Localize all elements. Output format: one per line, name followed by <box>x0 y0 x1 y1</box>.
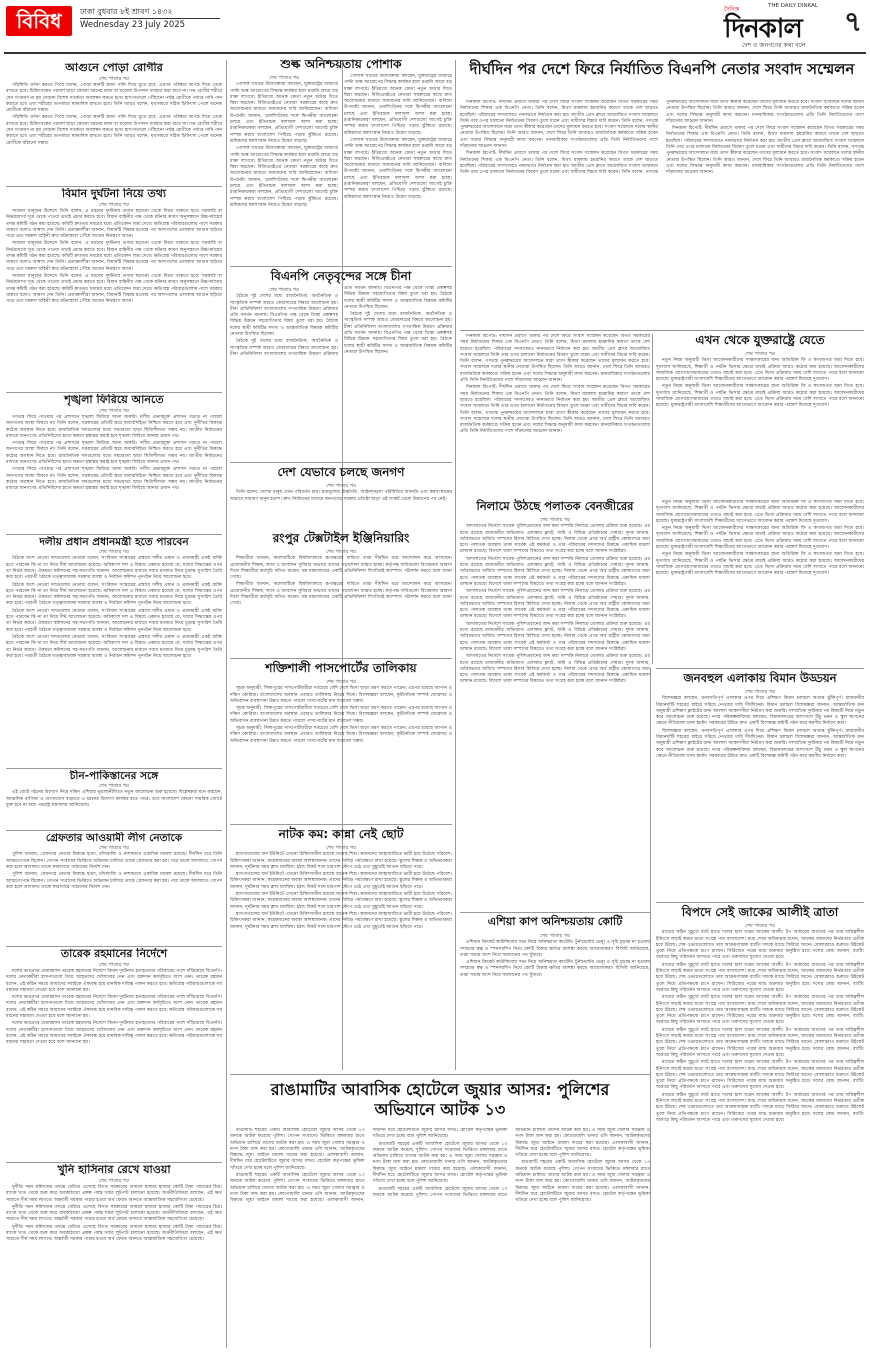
article-body: ম্যাচের কঠিন মুহূর্তে ব্যাট হাতে দলের হাল ধরেন জাকের আলী। টপ অর্ডারের ব্যর্থতার পর তার দায়িত্বশীল ইনিংসে লড়াই করার মতো সংগ্রহ পায় বাংলাদেশ। ম্যাচ শেষে অধিনায়ক বলেন, জাকের আমাদের নির্ভরতার প্রতীক হয়ে উঠছে। শেষ ওভারগুলোতে তার আক্রমণাত্মক ব্যাটিং দলকে ম্যাচে ফিরিয়ে আনে। বোলাররাও শুরুতে উইকেট তুলে নিয়ে প্রতিপক্ষকে চাপে রাখেন। সিরিজের পরের ম্যাচ শুক্রবার অনুষ্ঠিত হবে। দলের কোচ জানান, ব্যাটিং অর্ডারে কিছু পরিবর্তন আসতে পারে এবং তরুণদের সুযোগ দেওয়া হবে। <box>656 930 864 961</box>
article-body: আদালতের নির্দেশে সাবেক পুলিশপ্রধানের জব্দ করা সম্পত্তি নিলামে তোলার প্রক্রিয়া শুরু হয়েছে। এর মধ্যে রয়েছে রাজধানীর অভিজাত এলাকার ফ্ল্যাট, জমি ও বিভিন্ন প্রতিষ্ঠানের শেয়ার। দুদক জানায়, অবৈধভাবে অর্জিত সম্পদের হিসাব মিলিয়ে দেখা হচ্ছে। নিলাম থেকে প্রাপ্ত অর্থ রাষ্ট্রীয় কোষাগারে জমা হবে। পলাতক অবস্থায় থাকা সাবেক এই কর্মকর্তা ও তার পরিবারের সদস্যদের বিরুদ্ধে একাধিক মামলা চলমান রয়েছে। বিদেশে থাকা সম্পদের বিষয়েও তথ্য সংগ্রহ করা হচ্ছে বলে জানান সংশ্লিষ্টরা। <box>460 589 650 620</box>
paper-logo: দিনকাল <box>724 14 802 44</box>
article-hasina-legacy <box>6 1164 222 1348</box>
article-bnp-press-conference-cont <box>460 334 650 496</box>
continued-label: শেষ পাতার পর <box>326 483 356 489</box>
article-separator <box>656 902 864 903</box>
article-title: দলীয় প্রধান প্রধানমন্ত্রী হতে পারবেন <box>39 536 189 548</box>
article-body: বৈঠকে দুই দেশের মধ্যে রাজনৈতিক, অর্থনৈতিক ও সাংস্কৃতিক সম্পর্ক আরও জোরদারের বিষয়ে আলোচনা হয়। চীনা প্রতিনিধিদল বাংলাদেশের গণতান্ত্রিক উত্তরণ প্রক্রিয়ার প্রতি সমর্থন জানায়। বিএনপির পক্ষ থেকে তিস্তা প্রকল্পসহ বিভিন্ন উন্নয়ন সহযোগিতার বিষয় তুলে ধরা হয়। বৈঠকে দলের স্থায়ী কমিটির সদস্য ও আন্তর্জাতিক বিষয়ক কমিটির নেতারা উপস্থিত ছিলেন। <box>344 312 452 355</box>
article-body: নতুন নিয়ম অনুযায়ী ভিসা আবেদনকারীদের সাক্ষাৎকারের জন্য অতিরিক্ত ফি ও কাগজপত্র জমা দিতে হবে। দূতাবাস জানিয়েছে, শিক্ষার্থী ও পর্যটন ভিসার ক্ষেত্রে যাচাই প্রক্রিয়া আরও কঠোর করা হয়েছে। আবেদনকারীদের সামাজিক যোগাযোগমাধ্যমের তথ্যও যাচাই করা হবে। এতে ভিসা প্রক্রিয়ায় সময় বেশি লাগতে পারে বলে জানানো হয়েছে। যুক্তরাষ্ট্রগামী বাংলাদেশি শিক্ষার্থীদের আগেভাগে আবেদন করার পরামর্শ দিয়েছে দূতাবাস। <box>656 358 864 383</box>
article-body: হাসপাতালের বার্ন ইউনিটে এখনো চিকিৎসাধীন রয়েছে অনেক শিশু। স্বজনদের আহাজারিতে ভারী হয়ে উঠেছে পরিবেশ। চিকিৎসকরা জানান, কয়েকজনের অবস্থা আশঙ্কাজনক। তাদের নিবিড় পর্যবেক্ষণে রাখা হয়েছে। স্কুলের শিক্ষক ও অভিভাবকরা জানান, দুর্ঘটনার সময় ক্লাস চলছিল। হঠাৎ বিকট শব্দে চারপাশ কেঁপে ওঠে এবং মুহূর্তেই আগুন ছড়িয়ে পড়ে। <box>230 911 452 930</box>
article-body: রাঙামাটি শহরের একটি আবাসিক হোটেলে জুয়ার আসর থেকে ১৩ জনকে আটক করেছে পুলিশ। গোপন সংবাদের ভিত্তিতে মঙ্গলবার রাতে অভিযান চালিয়ে তাদের আটক করা হয়। এ সময় জুয়া খেলার সরঞ্জাম ও নগদ টাকা জব্দ করা হয়। কোতোয়ালি থানার ওসি জানান, আটককৃতদের বিরুদ্ধে জুয়া আইনে মামলা দায়ের করা হয়েছে। এলাকাবাসী জানান, দীর্ঘদিন ধরে হোটেলটিতে জুয়ার আসর বসত। হোটেল কর্তৃপক্ষের ভূমিকা খতিয়ে দেখা হচ্ছে বলে পুলিশ জানিয়েছে। <box>372 1141 508 1185</box>
article-body: দুর্নীতি দমন কমিশনের তদন্তে বেরিয়ে এসেছে বিগত সরকারের আমলে হাজার হাজার কোটি টাকা পাচারের চিত্র। ব্যাংক খাত থেকে শুরু করে অবকাঠামো প্রকল্প পর্যন্ত সর্বত্র লুটপাট চালানো হয়েছে। অর্থনীতিবিদরা বলছেন, এই ক্ষত সারাতে দীর্ঘ সময় লাগবে। অন্তর্বর্তী সরকার পাচার হওয়া অর্থ ফেরত আনতে আন্তর্জাতিক সহযোগিতা চেয়েছে। <box>6 1184 222 1203</box>
article-body: ম্যাচের কঠিন মুহূর্তে ব্যাট হাতে দলের হাল ধরেন জাকের আলী। টপ অর্ডারের ব্যর্থতার পর তার দায়িত্বশীল ইনিংসে লড়াই করার মতো সংগ্রহ পায় বাংলাদেশ। ম্যাচ শেষে অধিনায়ক বলেন, জাকের আমাদের নির্ভরতার প্রতীক হয়ে উঠছে। শেষ ওভারগুলোতে তার আক্রমণাত্মক ব্যাটিং দলকে ম্যাচে ফিরিয়ে আনে। বোলাররাও শুরুতে উইকেট তুলে নিয়ে প্রতিপক্ষকে চাপে রাখেন। সিরিজের পরের ম্যাচ শুক্রবার অনুষ্ঠিত হবে। দলের কোচ জানান, ব্যাটিং অর্ডারে কিছু পরিবর্তন আসতে পারে এবং তরুণদের সুযোগ দেওয়া হবে। <box>656 1060 864 1091</box>
masthead-rule <box>4 52 866 54</box>
article-body: বিশেষজ্ঞরা বলছেন, ঘনবসতিপূর্ণ এলাকার ওপর দিয়ে প্রশিক্ষণ বিমান চলাচল অত্যন্ত ঝুঁকিপূর্ণ। রাজধানীর বিমানঘাঁটি শহরের বাইরে সরিয়ে নেওয়ার দাবি দীর্ঘদিনের। বিমান চলাচল বিশেষজ্ঞরা জানান, আন্তর্জাতিক মান অনুযায়ী প্রশিক্ষণ ফ্লাইটের জন্য আলাদা আকাশসীমা নির্ধারণ করা জরুরি। সাম্প্রতিক দুর্ঘটনার পর বিষয়টি নিয়ে নতুন করে আলোচনা শুরু হয়েছে। নগর পরিকল্পনাবিদরা বলছেন, বিমানবন্দরের আশপাশে উঁচু ভবন ও স্কুল স্থাপনের ক্ষেত্রে নীতিমালা মানা হয়নি। সরকারের উচিত দ্রুত একটি বিশেষজ্ঞ কমিটি গঠন করে করণীয় নির্ধারণ করা। <box>656 696 864 727</box>
article-separator <box>230 462 452 463</box>
article-tarique-directive <box>6 948 222 1160</box>
article-body: গণতন্ত্র ফিরে পাওয়ার পর প্রশাসনে শৃঙ্খলা ফিরিয়ে আনা জরুরি। দলীয় প্রভাবমুক্ত প্রশাসন গড়তে না পারলে জনগণের আস্থা ফিরবে না। তিনি বলেন, সরকারের প্রতিটি স্তরে জবাবদিহিতা নিশ্চিত করতে হবে এবং দুর্নীতির বিরুদ্ধে কঠোর অবস্থান নিতে হবে। রাজনৈতিক দলগুলোর মধ্যে সমঝোতা ছাড়া স্থিতিশীলতা সম্ভব নয়। জাতীয় নির্বাচনের মাধ্যমে জনগণের প্রতিনিধিদের হাতে ক্ষমতা হস্তান্তর করাই হবে শৃঙ্খলা ফিরিয়ে আনার প্রধান পথ। <box>6 414 222 439</box>
article-title: রাঙামাটির আবাসিক হোটেলে জুয়ার আসর: পুলিশের অভিযানে আটক ১৩ <box>270 1080 610 1119</box>
continued-label: শেষ পাতার পর <box>326 845 356 851</box>
continued-label: শেষ পাতার পর <box>269 287 299 293</box>
article-body: রাঙামাটি শহরের একটি আবাসিক হোটেলে জুয়ার আসর থেকে ১৩ জনকে আটক করেছে পুলিশ। গোপন সংবাদের ভিত্তিতে মঙ্গলবার রাতে অভিযান চালিয়ে তাদের আটক করা হয়। এ সময় জুয়া খেলার সরঞ্জাম ও নগদ টাকা জব্দ করা হয়। কোতোয়ালি থানার ওসি জানান, আটককৃতদের বিরুদ্ধে জুয়া আইনে মামলা দায়ের করা হয়েছে। এলাকাবাসী জানান, দীর্ঘদিন ধরে হোটেলটিতে জুয়ার আসর বসত। হোটেল কর্তৃপক্ষের ভূমিকা খতিয়ে দেখা হচ্ছে বলে পুলিশ জানিয়েছে। <box>372 1128 650 1198</box>
article-body: শিক্ষার্থীরা জানান, কলেজটিকে বিশ্ববিদ্যালয়ে রূপান্তরের দাবিতে তারা দীর্ঘদিন ধরে আন্দোলন করে আসছেন। প্রয়োজনীয় শিক্ষক, ল্যাব ও আবাসন সুবিধার অভাবে তাদের পড়াশোনা ব্যাহত হচ্ছে। কর্তৃপক্ষ দাবিগুলো বিবেচনার আশ্বাস দিলে শিক্ষার্থীরা কর্মসূচি স্থগিত করেন। বস্ত্র মন্ত্রণালয়ের একটি প্রতিনিধিদল শিগগিরই ক্যাম্পাস পরিদর্শন করবে বলে জানা গেছে। <box>230 556 452 581</box>
article-zaker-ali <box>656 922 864 1348</box>
column-divider <box>455 60 456 1070</box>
article-body: পুলিশ জানায়, গ্রেফতার নেতার বিরুদ্ধে হত্যা, চাঁদাবাজি ও নাশকতার একাধিক মামলা রয়েছে। দীর্ঘদিন ধরে তিনি আত্মগোপনে ছিলেন। গোপন সংবাদের ভিত্তিতে অভিযান চালিয়ে তাকে গ্রেফতার করা হয়। পরে তাকে আদালতে সোপর্দ করা হলে আদালত তাকে কারাগারে পাঠানোর নির্দেশ দেন। <box>6 872 222 890</box>
section-logo-text: বিবিধ <box>16 9 62 33</box>
article-body: দিনকাল রিপোর্ট: দীর্ঘদিন প্রবাসে থাকার পর দেশে ফিরে সংবাদ সম্মেলন করেছেন বিগত সরকারের সময় নির্যাতনের শিকার এক বিএনপি নেতা। তিনি বলেন, মিথ্যা মামলায় হয়রানির কারণে তাকে দেশ ছাড়তে হয়েছিল। পরিবারের সদস্যদেরও নানাভাবে নির্যাতন করা হয়। জাতীয় প্রেস ক্লাবে আয়োজিত সংবাদ সম্মেলনে তিনি তার ওপর চালানো নির্যাতনের বিবরণ তুলে ধরেন এবং দায়ীদের বিচার দাবি করেন। তিনি বলেন, গণতন্ত্র পুনরুদ্ধারের আন্দোলনে যারা ত্যাগ স্বীকার করেছেন তাদের মূল্যায়ন করতে হবে। সংবাদ সম্মেলনে দলের স্থানীয় নেতারা উপস্থিত ছিলেন। তিনি আরও জানান, দেশে ফিরে তিনি আবারও রাজনৈতিক কর্মকাণ্ডে সক্রিয় হবেন এবং দলের সিদ্ধান্ত অনুযায়ী কাজ করবেন। মানবাধিকার সংগঠনগুলোর প্রতি তিনি নির্যাতিতদের পাশে দাঁড়ানোর আহ্বান জানান। <box>460 100 864 176</box>
article-separator <box>460 912 650 913</box>
article-party-chief-pm <box>6 536 222 766</box>
article-body: নতুন নিয়ম অনুযায়ী ভিসা আবেদনকারীদের সাক্ষাৎকারের জন্য অতিরিক্ত ফি ও কাগজপত্র জমা দিতে হবে। দূতাবাস জানিয়েছে, শিক্ষার্থী ও পর্যটন ভিসার ক্ষেত্রে যাচাই প্রক্রিয়া আরও কঠোর করা হয়েছে। আবেদনকারীদের সামাজিক যোগাযোগমাধ্যমের তথ্যও যাচাই করা হবে। এতে ভিসা প্রক্রিয়ায় সময় বেশি লাগতে পারে বলে জানানো হয়েছে। যুক্তরাষ্ট্রগামী বাংলাদেশি শিক্ষার্থীদের আগেভাগে আবেদন করার পরামর্শ দিয়েছে দূতাবাস। <box>656 552 864 577</box>
article-body: সূচক অনুযায়ী, সিঙ্গাপুরের পাসপোর্টধারীরা সবচেয়ে বেশি দেশে ভিসা ছাড়া ভ্রমণ করতে পারেন। এরপর রয়েছে জাপান ও দক্ষিণ কোরিয়া। বাংলাদেশের অবস্থান এবারও তালিকার নিচের দিকে। বিশেষজ্ঞরা বলছেন, কূটনৈতিক সম্পর্ক জোরদার ও অভিবাসন ব্যবস্থাপনা উন্নত করতে পারলে পাসপোর্টের মান বাড়ানো সম্ভব। <box>230 726 452 744</box>
article-body: হাসপাতালের বার্ন ইউনিটে এখনো চিকিৎসাধীন রয়েছে অনেক শিশু। স্বজনদের আহাজারিতে ভারী হয়ে উঠেছে পরিবেশ। চিকিৎসকরা জানান, কয়েকজনের অবস্থা আশঙ্কাজনক। তাদের নিবিড় পর্যবেক্ষণে রাখা হয়েছে। স্কুলের শিক্ষক ও অভিভাবকরা জানান, দুর্ঘটনার সময় ক্লাস চলছিল। হঠাৎ বিকট শব্দে চারপাশ কেঁপে ওঠে এবং মুহূর্তেই আগুন ছড়িয়ে পড়ে। <box>230 852 452 870</box>
section-logo <box>6 6 72 36</box>
article-country-running <box>230 482 452 530</box>
article-title: নাটক কম: কান্না নেই ছোট <box>278 827 404 841</box>
article-body: ম্যাচের কঠিন মুহূর্তে ব্যাট হাতে দলের হাল ধরেন জাকের আলী। টপ অর্ডারের ব্যর্থতার পর তার দায়িত্বশীল ইনিংসে লড়াই করার মতো সংগ্রহ পায় বাংলাদেশ। ম্যাচ শেষে অধিনায়ক বলেন, জাকের আমাদের নির্ভরতার প্রতীক হয়ে উঠছে। শেষ ওভারগুলোতে তার আক্রমণাত্মক ব্যাটিং দলকে ম্যাচে ফিরিয়ে আনে। বোলাররাও শুরুতে উইকেট তুলে নিয়ে প্রতিপক্ষকে চাপে রাখেন। সিরিজের পরের ম্যাচ শুক্রবার অনুষ্ঠিত হবে। দলের কোচ জানান, ব্যাটিং অর্ডারে কিছু পরিবর্তন আসতে পারে এবং তরুণদের সুযোগ দেওয়া হবে। <box>656 995 864 1026</box>
article-body: নতুন নিয়ম অনুযায়ী ভিসা আবেদনকারীদের সাক্ষাৎকারের জন্য অতিরিক্ত ফি ও কাগজপত্র জমা দিতে হবে। দূতাবাস জানিয়েছে, শিক্ষার্থী ও পর্যটন ভিসার ক্ষেত্রে যাচাই প্রক্রিয়া আরও কঠোর করা হয়েছে। আবেদনকারীদের সামাজিক যোগাযোগমাধ্যমের তথ্যও যাচাই করা হবে। এতে ভিসা প্রক্রিয়ায় সময় বেশি লাগতে পারে বলে জানানো হয়েছে। যুক্তরাষ্ট্রগামী বাংলাদেশি শিক্ষার্থীদের আগেভাগে আবেদন করার পরামর্শ দিয়েছে দূতাবাস। <box>656 526 864 551</box>
article-separator <box>6 830 222 831</box>
article-body: হাসপাতালের বার্ন ইউনিটে এখনো চিকিৎসাধীন রয়েছে অনেক শিশু। স্বজনদের আহাজারিতে ভারী হয়ে উঠেছে পরিবেশ। চিকিৎসকরা জানান, কয়েকজনের অবস্থা আশঙ্কাজনক। তাদের নিবিড় পর্যবেক্ষণে রাখা হয়েছে। স্কুলের শিক্ষক ও অভিভাবকরা জানান, দুর্ঘটনার সময় ক্লাস চলছিল। হঠাৎ বিকট শব্দে চারপাশ কেঁপে ওঠে এবং মুহূর্তেই আগুন ছড়িয়ে পড়ে। <box>230 872 452 890</box>
article-body: বৈঠকে অংশ নেওয়া দলগুলোর নেতারা বলেন, সংবিধান সংস্কারের প্রস্তাবে দলীয় প্রধান ও প্রধানমন্ত্রী একই ব্যক্তি হতে পারবেন কি না তা নিয়ে দীর্ঘ আলোচনা হয়েছে। অধিকাংশ দল এ বিষয়ে একমত হয়েছে যে, দলের সিদ্ধান্তের ওপর তা নির্ভর করবে। ঐকমত্য কমিশনের সহ-সভাপতি জানান, আলোচনার মাধ্যমে সবার মতামত নিয়ে চূড়ান্ত সুপারিশ তৈরি করা হবে। পরবর্তী বৈঠকে তত্ত্বাবধায়ক সরকার ব্যবস্থা ও নির্বাচন কমিশন পুনর্গঠন নিয়ে আলোচনা হবে। <box>6 608 222 633</box>
article-body: বৈঠকে অংশ নেওয়া দলগুলোর নেতারা বলেন, সংবিধান সংস্কারের প্রস্তাবে দলীয় প্রধান ও প্রধানমন্ত্রী একই ব্যক্তি হতে পারবেন কি না তা নিয়ে দীর্ঘ আলোচনা হয়েছে। অধিকাংশ দল এ বিষয়ে একমত হয়েছে যে, দলের সিদ্ধান্তের ওপর তা নির্ভর করবে। ঐকমত্য কমিশনের সহ-সভাপতি জানান, আলোচনার মাধ্যমে সবার মতামত নিয়ে চূড়ান্ত সুপারিশ তৈরি করা হবে। পরবর্তী বৈঠকে তত্ত্বাবধায়ক সরকার ব্যবস্থা ও নির্বাচন কমিশন পুনর্গঠন নিয়ে আলোচনা হবে। <box>6 556 222 581</box>
article-body: হাসপাতালের বার্ন ইউনিটে এখনো চিকিৎসাধীন রয়েছে অনেক শিশু। স্বজনদের আহাজারিতে ভারী হয়ে উঠেছে পরিবেশ। চিকিৎসকরা জানান, কয়েকজনের অবস্থা আশঙ্কাজনক। তাদের নিবিড় পর্যবেক্ষণে রাখা হয়েছে। স্কুলের শিক্ষক ও অভিভাবকরা জানান, দুর্ঘটনার সময় ক্লাস চলছিল। হঠাৎ বিকট শব্দে চারপাশ কেঁপে ওঠে এবং মুহূর্তেই আগুন ছড়িয়ে পড়ে। <box>230 892 452 910</box>
article-body: বিশেষজ্ঞরা বলছেন, ঘনবসতিপূর্ণ এলাকার ওপর দিয়ে প্রশিক্ষণ বিমান চলাচল অত্যন্ত ঝুঁকিপূর্ণ। রাজধানীর বিমানঘাঁটি শহরের বাইরে সরিয়ে নেওয়ার দাবি দীর্ঘদিনের। বিমান চলাচল বিশেষজ্ঞরা জানান, আন্তর্জাতিক মান অনুযায়ী প্রশিক্ষণ ফ্লাইটের জন্য আলাদা আকাশসীমা নির্ধারণ করা জরুরি। সাম্প্রতিক দুর্ঘটনার পর বিষয়টি নিয়ে নতুন করে আলোচনা শুরু হয়েছে। নগর পরিকল্পনাবিদরা বলছেন, বিমানবন্দরের আশপাশে উঁচু ভবন ও স্কুল স্থাপনের ক্ষেত্রে নীতিমালা মানা হয়নি। সরকারের উচিত দ্রুত একটি বিশেষজ্ঞ কমিটি গঠন করে করণীয় নির্ধারণ করা। <box>656 728 864 759</box>
article-body: রাঙামাটি শহরের একটি আবাসিক হোটেলে জুয়ার আসর থেকে ১৩ জনকে আটক করেছে পুলিশ। গোপন সংবাদের ভিত্তিতে মঙ্গলবার রাতে অভিযান চালিয়ে তাদের আটক করা হয়। এ সময় জুয়া খেলার সরঞ্জাম ও নগদ টাকা জব্দ করা হয়। কোতোয়ালি থানার ওসি জানান, আটককৃতদের বিরুদ্ধে জুয়া আইনে মামলা দায়ের করা হয়েছে। এলাকাবাসী জানান, দীর্ঘদিন ধরে হোটেলটিতে জুয়ার আসর বসত। হোটেল কর্তৃপক্ষের ভূমিকা খতিয়ে দেখা হচ্ছে বলে পুলিশ জানিয়েছে। <box>230 1128 365 1171</box>
article-restore-discipline <box>6 394 222 532</box>
article-body: গণতন্ত্র ফিরে পাওয়ার পর প্রশাসনে শৃঙ্খলা ফিরিয়ে আনা জরুরি। দলীয় প্রভাবমুক্ত প্রশাসন গড়তে না পারলে জনগণের আস্থা ফিরবে না। তিনি বলেন, সরকারের প্রতিটি স্তরে জবাবদিহিতা নিশ্চিত করতে হবে এবং দুর্নীতির বিরুদ্ধে কঠোর অবস্থান নিতে হবে। রাজনৈতিক দলগুলোর মধ্যে সমঝোতা ছাড়া স্থিতিশীলতা সম্ভব নয়। জাতীয় নির্বাচনের মাধ্যমে জনগণের প্রতিনিধিদের হাতে ক্ষমতা হস্তান্তর করাই হবে শৃঙ্খলা ফিরিয়ে আনার প্রধান পথ। <box>6 441 222 466</box>
article-body: ম্যাচের কঠিন মুহূর্তে ব্যাট হাতে দলের হাল ধরেন জাকের আলী। টপ অর্ডারের ব্যর্থতার পর তার দায়িত্বশীল ইনিংসে লড়াই করার মতো সংগ্রহ পায় বাংলাদেশ। ম্যাচ শেষে অধিনায়ক বলেন, জাকের আমাদের নির্ভরতার প্রতীক হয়ে উঠছে। শেষ ওভারগুলোতে তার আক্রমণাত্মক ব্যাটিং দলকে ম্যাচে ফিরিয়ে আনে। বোলাররাও শুরুতে উইকেট তুলে নিয়ে প্রতিপক্ষকে চাপে রাখেন। সিরিজের পরের ম্যাচ শুক্রবার অনুষ্ঠিত হবে। দলের কোচ জানান, ব্যাটিং অর্ডারে কিছু পরিবর্তন আসতে পারে এবং তরুণদের সুযোগ দেওয়া হবে। <box>656 962 864 993</box>
paper-logo-block <box>720 2 840 48</box>
article-title: শক্তিশালী পাসপোর্টের তালিকায় <box>265 661 417 675</box>
article-bnp-press-conference <box>460 100 864 326</box>
article-title: দেশ যেভাবে চলছে জনগণ <box>277 465 405 479</box>
article-us-visa <box>656 350 864 496</box>
date-block <box>80 6 220 32</box>
article-title: শৃঙ্খলা ফিরিয়ে আনতে <box>64 394 164 406</box>
article-body: ম্যাচের কঠিন মুহূর্তে ব্যাট হাতে দলের হাল ধরেন জাকের আলী। টপ অর্ডারের ব্যর্থতার পর তার দায়িত্বশীল ইনিংসে লড়াই করার মতো সংগ্রহ পায় বাংলাদেশ। ম্যাচ শেষে অধিনায়ক বলেন, জাকের আমাদের নির্ভরতার প্রতীক হয়ে উঠছে। শেষ ওভারগুলোতে তার আক্রমণাত্মক ব্যাটিং দলকে ম্যাচে ফিরিয়ে আনে। বোলাররাও শুরুতে উইকেট তুলে নিয়ে প্রতিপক্ষকে চাপে রাখেন। সিরিজের পরের ম্যাচ শুক্রবার অনুষ্ঠিত হবে। দলের কোচ জানান, ব্যাটিং অর্ডারে কিছু পরিবর্তন আসতে পারে এবং তরুণদের সুযোগ দেওয়া হবে। <box>656 1027 864 1058</box>
article-body: পরিস্থিতি বর্ণনা করতে গিয়ে বলেন, পোড়া স্থানটি ঠান্ডা পানি দিয়ে ধুতে হবে, এরপর পরিষ্কার কাপড় দিয়ে ঢেকে রাখতে হবে। চিকিৎসকের পরামর্শ ছাড়া কোনো ধরনের মলম বা ঘরোয়া উপাদান ব্যবহার করা যাবে না। দগ্ধ রোগীর শরীরে যেন সংক্রমণ না হয় সেজন্য বিশেষ সতর্কতা অবলম্বন করতে হবে। হাসপাতালে পৌঁছানো পর্যন্ত রোগীকে পর্যাপ্ত পানি পান করাতে হবে এবং শরীরের তাপমাত্রা স্বাভাবিক রাখতে হবে। তিনি আরও বলেন, যথাসময়ে সঠিক চিকিৎসা পেলে অনেক রোগীকে বাঁচানো সম্ভব। <box>6 115 222 146</box>
article-separator <box>230 266 452 267</box>
continued-label: শেষ পাতার পর <box>99 961 129 968</box>
article-drama-crying <box>230 844 452 1070</box>
article-body: এশিয়ান ক্রিকেট কাউন্সিলের সভা নিয়ে অনিশ্চয়তা কাটেনি। টুর্নামেন্টের ভেন্যু ও সূচি চূড়ান্ত না হওয়ায় সম্প্রচার স্বত্ব ও স্পনসরশিপ নিয়ে কোটি টাকার ক্ষতির আশঙ্কা করছে আয়োজকরা। বিসিবি জানিয়েছে, তারা সভায় অংশ নিয়ে সমাধানের পথ খুঁজবে। <box>460 960 650 978</box>
article-body: সাধারণ মানুষের উদ্দেশে তিনি বলেন, এ ধরনের দুর্ঘটনায় গুজব ছড়ানো থেকে বিরত থাকতে হবে। সরকারি বা নির্ভরযোগ্য সূত্র থেকে পাওয়া তথ্যই প্রচার করতে হবে। বিমান বাহিনীর পক্ষ থেকে ঘটনার কারণ অনুসন্ধানে উচ্চপর্যায়ের তদন্ত কমিটি গঠন করা হয়েছে। কমিটি দ্রুততম সময়ের মধ্যে প্রতিবেদন জমা দেবে। ক্ষতিগ্রস্ত পরিবারগুলোর পাশে সরকার থাকবে বলেও আশ্বাস দেন তিনি। প্রত্যক্ষদর্শীরা জানান, বিমানটি বিধ্বস্ত হওয়ার পর আশপাশের এলাকায় আগুন ছড়িয়ে পড়ে এবং দমকল বাহিনী দ্রুত ঘটনাস্থলে পৌঁছে আগুন নিয়ন্ত্রণে আনে। <box>6 273 222 305</box>
article-title: এশিয়া কাপ অনিশ্চয়তায় কোটি <box>487 915 623 928</box>
article-rangamati-gambling <box>230 1128 650 1348</box>
paper-tag: THE DAILY DINKAL <box>768 3 818 9</box>
article-body: পোশাক খাতের উদ্যোক্তারা বলছেন, যুক্তরাষ্ট্রের বাজারে পাল্টা শুল্ক আরোপের সিদ্ধান্ত কার্যকর হলে রপ্তানি আয়ে বড় ধাক্কা লাগবে। ইতিমধ্যে অনেক ক্রেতা নতুন অর্ডার দিতে দ্বিধা করছেন। বিজিএমইএর নেতারা সরকারের কাছে দ্রুত আলোচনার মাধ্যমে সমাধানের দাবি জানিয়েছেন। বাণিজ্য উপদেষ্টা জানান, ওয়াশিংটনের সঙ্গে দ্বিপক্ষীয় আলোচনা চলছে এবং ইতিবাচক ফলাফল আশা করা হচ্ছে। রপ্তানিকারকরা বলছেন, প্রতিযোগী দেশগুলো আগেই চুক্তি সম্পন্ন করায় বাংলাদেশ পিছিয়ে পড়ার ঝুঁকিতে রয়েছে। শ্রমিকদের কর্মসংস্থান নিয়েও উদ্বেগ বাড়ছে। <box>344 74 452 136</box>
continued-label: শেষ পাতার পর <box>745 923 775 929</box>
article-title: জনবহুল এলাকায় বিমান উড্ডয়ন <box>683 671 837 685</box>
paper-slogan: দেশ ও জনগণের কথা বলে <box>742 42 806 49</box>
page-number: ৭ <box>843 5 863 38</box>
article-body: বৈঠকে অংশ নেওয়া দলগুলোর নেতারা বলেন, সংবিধান সংস্কারের প্রস্তাবে দলীয় প্রধান ও প্রধানমন্ত্রী একই ব্যক্তি হতে পারবেন কি না তা নিয়ে দীর্ঘ আলোচনা হয়েছে। অধিকাংশ দল এ বিষয়ে একমত হয়েছে যে, দলের সিদ্ধান্তের ওপর তা নির্ভর করবে। ঐকমত্য কমিশনের সহ-সভাপতি জানান, আলোচনার মাধ্যমে সবার মতামত নিয়ে চূড়ান্ত সুপারিশ তৈরি করা হবে। পরবর্তী বৈঠকে তত্ত্বাবধায়ক সরকার ব্যবস্থা ও নির্বাচন কমিশন পুনর্গঠন নিয়ে আলোচনা হবে। <box>6 634 222 659</box>
article-body: এই জোট গঠনের উদ্যোগ নিয়ে দক্ষিণ এশিয়ার ভূরাজনীতিতে নতুন আলোচনা শুরু হয়েছে। বিশ্লেষকরা মনে করছেন, আঞ্চলিক বাণিজ্য ও যোগাযোগ বাড়াতে এ ধরনের উদ্যোগ কার্যকর হতে পারে। তবে বাংলাদেশ কোনো সামরিক জোটে যুক্ত হবে না বলে পররাষ্ট্র মন্ত্রণালয় জানিয়েছে। <box>6 790 222 808</box>
date-bengali: ঢাকা বুধবার ৮ই শ্রাবণ ১৪৩২ <box>80 6 220 19</box>
continued-label: শেষ পাতার পর <box>745 689 775 695</box>
article-body: বৈঠকে দুই দেশের মধ্যে রাজনৈতিক, অর্থনৈতিক ও সাংস্কৃতিক সম্পর্ক আরও জোরদারের বিষয়ে আলোচনা হয়। চীনা প্রতিনিধিদল বাংলাদেশের গণতান্ত্রিক উত্তরণ প্রক্রিয়ার প্রতি সমর্থন জানায়। বিএনপির পক্ষ থেকে তিস্তা প্রকল্পসহ বিভিন্ন উন্নয়ন সহযোগিতার বিষয় তুলে ধরা হয়। বৈঠকে দলের স্থায়ী কমিটির সদস্য ও আন্তর্জাতিক বিষয়ক কমিটির নেতারা উপস্থিত ছিলেন। <box>230 294 338 338</box>
article-body: পোশাক খাতের উদ্যোক্তারা বলছেন, যুক্তরাষ্ট্রের বাজারে পাল্টা শুল্ক আরোপের সিদ্ধান্ত কার্যকর হলে রপ্তানি আয়ে বড় ধাক্কা লাগবে। ইতিমধ্যে অনেক ক্রেতা নতুন অর্ডার দিতে দ্বিধা করছেন। বিজিএমইএর নেতারা সরকারের কাছে দ্রুত আলোচনার মাধ্যমে সমাধানের দাবি জানিয়েছেন। বাণিজ্য উপদেষ্টা জানান, ওয়াশিংটনের সঙ্গে দ্বিপক্ষীয় আলোচনা চলছে এবং ইতিবাচক ফলাফল আশা করা হচ্ছে। রপ্তানিকারকরা বলছেন, প্রতিযোগী দেশগুলো আগেই চুক্তি সম্পন্ন করায় বাংলাদেশ পিছিয়ে পড়ার ঝুঁকিতে রয়েছে। শ্রমিকদের কর্মসংস্থান নিয়েও উদ্বেগ বাড়ছে। <box>344 137 452 200</box>
article-body: পরিস্থিতি বর্ণনা করতে গিয়ে বলেন, পোড়া স্থানটি ঠান্ডা পানি দিয়ে ধুতে হবে, এরপর পরিষ্কার কাপড় দিয়ে ঢেকে রাখতে হবে। চিকিৎসকের পরামর্শ ছাড়া কোনো ধরনের মলম বা ঘরোয়া উপাদান ব্যবহার করা যাবে না। দগ্ধ রোগীর শরীরে যেন সংক্রমণ না হয় সেজন্য বিশেষ সতর্কতা অবলম্বন করতে হবে। হাসপাতালে পৌঁছানো পর্যন্ত রোগীকে পর্যাপ্ত পানি পান করাতে হবে এবং শরীরের তাপমাত্রা স্বাভাবিক রাখতে হবে। তিনি আরও বলেন, যথাসময়ে সঠিক চিকিৎসা পেলে অনেক রোগীকে বাঁচানো সম্ভব। <box>6 82 222 114</box>
continued-label: শেষ পাতার পর <box>99 783 129 790</box>
continued-label: শেষ পাতার পর <box>99 201 129 208</box>
date-english: Wednesday 23 July 2025 <box>80 20 186 30</box>
article-body: সূচক অনুযায়ী, সিঙ্গাপুরের পাসপোর্টধারীরা সবচেয়ে বেশি দেশে ভিসা ছাড়া ভ্রমণ করতে পারেন। এরপর রয়েছে জাপান ও দক্ষিণ কোরিয়া। বাংলাদেশের অবস্থান এবারও তালিকার নিচের দিকে। বিশেষজ্ঞরা বলছেন, কূটনৈতিক সম্পর্ক জোরদার ও অভিবাসন ব্যবস্থাপনা উন্নত করতে পারলে পাসপোর্টের মান বাড়ানো সম্ভব। <box>230 686 452 704</box>
continued-label: শেষ পাতার পর <box>99 1177 129 1184</box>
continued-label: শেষ পাতার পর <box>269 75 299 81</box>
article-populated-area-flight <box>656 688 864 898</box>
article-garments-tariff <box>230 74 452 262</box>
article-separator <box>6 534 222 535</box>
continued-label: শেষ পাতার পর <box>540 517 570 523</box>
article-body: বৈঠকে দুই দেশের মধ্যে রাজনৈতিক, অর্থনৈতিক ও সাংস্কৃতিক সম্পর্ক আরও জোরদারের বিষয়ে আলোচনা হয়। চীনা প্রতিনিধিদল বাংলাদেশের গণতান্ত্রিক উত্তরণ প্রক্রিয়ার প্রতি সমর্থন জানায়। বিএনপির পক্ষ থেকে তিস্তা প্রকল্পসহ বিভিন্ন উন্নয়ন সহযোগিতার বিষয় তুলে ধরা হয়। বৈঠকে দলের স্থায়ী কমিটির সদস্য ও আন্তর্জাতিক বিষয়ক কমিটির নেতারা উপস্থিত ছিলেন। <box>230 286 452 357</box>
article-title: নিলামে উঠছে পলাতক বেনজীরের <box>476 499 634 513</box>
article-rangpur-textile <box>230 548 452 656</box>
continued-label: শেষ পাতার পর <box>326 679 356 685</box>
article-body: দলের ভারপ্রাপ্ত চেয়ারম্যান তারেক রহমানের নির্দেশে বিমান দুর্ঘটনায় হতাহতদের পরিবারের পাশে দাঁড়িয়েছে বিএনপি। দলের নেতাকর্মীরা হাসপাতালে গিয়ে আহতদের খোঁজখবর নেন এবং রক্তদান কর্মসূচিতে অংশ নেন। তারেক রহমান বলেন, এই কঠিন সময়ে আমাদের সবাইকে ঐক্যবদ্ধ হয়ে মানবিক দায়িত্ব পালন করতে হবে। ক্ষতিগ্রস্ত পরিবারগুলোকে সব ধরনের সহায়তা দেওয়া হবে বলে জানানো হয়। <box>6 1021 222 1046</box>
masthead <box>0 0 870 64</box>
article-separator <box>6 1162 222 1163</box>
article-title: তারেক রহমানের নির্দেশে <box>60 948 168 960</box>
continued-label: শেষ পাতার পর <box>540 933 570 939</box>
article-asia-cup <box>460 932 650 1070</box>
column-divider <box>226 60 227 1348</box>
article-body: আদালতের নির্দেশে সাবেক পুলিশপ্রধানের জব্দ করা সম্পত্তি নিলামে তোলার প্রক্রিয়া শুরু হয়েছে। এর মধ্যে রয়েছে রাজধানীর অভিজাত এলাকার ফ্ল্যাট, জমি ও বিভিন্ন প্রতিষ্ঠানের শেয়ার। দুদক জানায়, অবৈধভাবে অর্জিত সম্পদের হিসাব মিলিয়ে দেখা হচ্ছে। নিলাম থেকে প্রাপ্ত অর্থ রাষ্ট্রীয় কোষাগারে জমা হবে। পলাতক অবস্থায় থাকা সাবেক এই কর্মকর্তা ও তার পরিবারের সদস্যদের বিরুদ্ধে একাধিক মামলা চলমান রয়েছে। বিদেশে থাকা সম্পদের বিষয়েও তথ্য সংগ্রহ করা হচ্ছে বলে জানান সংশ্লিষ্টরা। <box>460 654 650 685</box>
article-fire-patients <box>6 62 222 182</box>
article-separator <box>230 824 452 825</box>
continued-label: শেষ পাতার পর <box>745 351 775 357</box>
article-china-pakistan <box>6 770 222 828</box>
article-plane-crash-info <box>6 188 222 390</box>
continued-label: শেষ পাতার পর <box>99 407 129 414</box>
article-body: রাঙামাটি শহরের একটি আবাসিক হোটেলে জুয়ার আসর থেকে ১৩ জনকে আটক করেছে পুলিশ। গোপন সংবাদের ভিত্তিতে মঙ্গলবার রাতে অভিযান চালিয়ে তাদের আটক করা হয়। এ সময় জুয়া খেলার সরঞ্জাম ও নগদ টাকা জব্দ করা হয়। কোতোয়ালি থানার ওসি জানান, আটককৃতদের বিরুদ্ধে জুয়া আইনে মামলা দায়ের করা হয়েছে। এলাকাবাসী জানান, দীর্ঘদিন ধরে হোটেলটিতে জুয়ার আসর বসত। হোটেল কর্তৃপক্ষের ভূমিকা খতিয়ে দেখা হচ্ছে বলে পুলিশ জানিয়েছে। <box>515 1160 650 1204</box>
article-separator <box>6 768 222 769</box>
article-body: পুলিশ জানায়, গ্রেফতার নেতার বিরুদ্ধে হত্যা, চাঁদাবাজি ও নাশকতার একাধিক মামলা রয়েছে। দীর্ঘদিন ধরে তিনি আত্মগোপনে ছিলেন। গোপন সংবাদের ভিত্তিতে অভিযান চালিয়ে তাকে গ্রেফতার করা হয়। পরে তাকে আদালতে সোপর্দ করা হলে আদালত তাকে কারাগারে পাঠানোর নির্দেশ দেন। <box>6 852 222 870</box>
article-title: এখন থেকে যুক্তরাষ্ট্রে যেতে <box>695 333 825 347</box>
article-title: খুনি হাসিনার রেখে যাওয়া <box>57 1164 171 1176</box>
article-bnp-china <box>230 286 452 458</box>
article-body: দিনকাল রিপোর্ট: দীর্ঘদিন প্রবাসে থাকার পর দেশে ফিরে সংবাদ সম্মেলন করেছেন বিগত সরকারের সময় নির্যাতনের শিকার এক বিএনপি নেতা। তিনি বলেন, মিথ্যা মামলায় হয়রানির কারণে তাকে দেশ ছাড়তে হয়েছিল। পরিবারের সদস্যদেরও নানাভাবে নির্যাতন করা হয়। জাতীয় প্রেস ক্লাবে আয়োজিত সংবাদ সম্মেলনে তিনি তার ওপর চালানো নির্যাতনের বিবরণ তুলে ধরেন এবং দায়ীদের বিচার দাবি করেন। তিনি বলেন, গণতন্ত্র পুনরুদ্ধারের আন্দোলনে যারা ত্যাগ স্বীকার করেছেন তাদের মূল্যায়ন করতে হবে। সংবাদ সম্মেলনে দলের স্থানীয় নেতারা উপস্থিত ছিলেন। তিনি আরও জানান, দেশে ফিরে তিনি আবারও রাজনৈতিক কর্মকাণ্ডে সক্রিয় হবেন এবং দলের সিদ্ধান্ত অনুযায়ী কাজ করবেন। মানবাধিকার সংগঠনগুলোর প্রতি তিনি নির্যাতিতদের পাশে দাঁড়ানোর আহ্বান জানান। <box>460 334 650 384</box>
continued-label: শেষ পাতার পর <box>99 75 129 82</box>
article-title: শুল্ক অনিশ্চয়তায় পোশাক <box>280 57 402 71</box>
article-body: আদালতের নির্দেশে সাবেক পুলিশপ্রধানের জব্দ করা সম্পত্তি নিলামে তোলার প্রক্রিয়া শুরু হয়েছে। এর মধ্যে রয়েছে রাজধানীর অভিজাত এলাকার ফ্ল্যাট, জমি ও বিভিন্ন প্রতিষ্ঠানের শেয়ার। দুদক জানায়, অবৈধভাবে অর্জিত সম্পদের হিসাব মিলিয়ে দেখা হচ্ছে। নিলাম থেকে প্রাপ্ত অর্থ রাষ্ট্রীয় কোষাগারে জমা হবে। পলাতক অবস্থায় থাকা সাবেক এই কর্মকর্তা ও তার পরিবারের সদস্যদের বিরুদ্ধে একাধিক মামলা চলমান রয়েছে। বিদেশে থাকা সম্পদের বিষয়েও তথ্য সংগ্রহ করা হচ্ছে বলে জানান সংশ্লিষ্টরা। <box>460 556 650 587</box>
article-separator <box>460 330 864 331</box>
column-divider <box>650 668 651 1348</box>
article-body: সাধারণ মানুষের উদ্দেশে তিনি বলেন, এ ধরনের দুর্ঘটনায় গুজব ছড়ানো থেকে বিরত থাকতে হবে। সরকারি বা নির্ভরযোগ্য সূত্র থেকে পাওয়া তথ্যই প্রচার করতে হবে। বিমান বাহিনীর পক্ষ থেকে ঘটনার কারণ অনুসন্ধানে উচ্চপর্যায়ের তদন্ত কমিটি গঠন করা হয়েছে। কমিটি দ্রুততম সময়ের মধ্যে প্রতিবেদন জমা দেবে। ক্ষতিগ্রস্ত পরিবারগুলোর পাশে সরকার থাকবে বলেও আশ্বাস দেন তিনি। প্রত্যক্ষদর্শীরা জানান, বিমানটি বিধ্বস্ত হওয়ার পর আশপাশের এলাকায় আগুন ছড়িয়ে পড়ে এবং দমকল বাহিনী দ্রুত ঘটনাস্থলে পৌঁছে আগুন নিয়ন্ত্রণে আনে। <box>6 208 222 240</box>
article-title: গ্রেফতার আওয়ামী লীগ নেতাকে <box>45 832 183 844</box>
article-body: আদালতের নির্দেশে সাবেক পুলিশপ্রধানের জব্দ করা সম্পত্তি নিলামে তোলার প্রক্রিয়া শুরু হয়েছে। এর মধ্যে রয়েছে রাজধানীর অভিজাত এলাকার ফ্ল্যাট, জমি ও বিভিন্ন প্রতিষ্ঠানের শেয়ার। দুদক জানায়, অবৈধভাবে অর্জিত সম্পদের হিসাব মিলিয়ে দেখা হচ্ছে। নিলাম থেকে প্রাপ্ত অর্থ রাষ্ট্রীয় কোষাগারে জমা হবে। পলাতক অবস্থায় থাকা সাবেক এই কর্মকর্তা ও তার পরিবারের সদস্যদের বিরুদ্ধে একাধিক মামলা চলমান রয়েছে। বিদেশে থাকা সম্পদের বিষয়েও তথ্য সংগ্রহ করা হচ্ছে বলে জানান সংশ্লিষ্টরা। <box>460 524 650 555</box>
article-title: বিমান দুর্ঘটনা নিয়ে তথ্য <box>61 188 167 200</box>
article-al-leader-arrest <box>6 832 222 944</box>
article-body: রাঙামাটি শহরের একটি আবাসিক হোটেলে জুয়ার আসর থেকে ১৩ জনকে আটক করেছে পুলিশ। গোপন সংবাদের ভিত্তিতে মঙ্গলবার রাতে অভিযান চালিয়ে তাদের আটক করা হয়। এ সময় জুয়া খেলার সরঞ্জাম ও নগদ টাকা জব্দ করা হয়। কোতোয়ালি থানার ওসি জানান, আটককৃতদের বিরুদ্ধে জুয়া আইনে মামলা দায়ের করা হয়েছে। এলাকাবাসী জানান, দীর্ঘদিন ধরে হোটেলটিতে জুয়ার আসর বসত। হোটেল কর্তৃপক্ষের ভূমিকা খতিয়ে দেখা হচ্ছে বলে পুলিশ জানিয়েছে। <box>230 1128 508 1204</box>
article-body: তিনি বলেন, দেশের মানুষ এখন পরিবর্তন চায়। দ্রব্যমূল্যের ঊর্ধ্বগতি, আইনশৃঙ্খলা পরিস্থিতির অবনতি এবং কর্মসংস্থানের অভাবে সাধারণ মানুষ হতাশ। দ্রুত নির্বাচনের মাধ্যমে জনগণের সরকার প্রতিষ্ঠা ছাড়া এই সংকট থেকে উত্তরণের পথ নেই। <box>230 490 452 502</box>
article-separator <box>656 668 864 669</box>
article-separator <box>230 1074 650 1075</box>
article-body: দলের ভারপ্রাপ্ত চেয়ারম্যান তারেক রহমানের নির্দেশে বিমান দুর্ঘটনায় হতাহতদের পরিবারের পাশে দাঁড়িয়েছে বিএনপি। দলের নেতাকর্মীরা হাসপাতালে গিয়ে আহতদের খোঁজখবর নেন এবং রক্তদান কর্মসূচিতে অংশ নেন। তারেক রহমান বলেন, এই কঠিন সময়ে আমাদের সবাইকে ঐক্যবদ্ধ হয়ে মানবিক দায়িত্ব পালন করতে হবে। ক্ষতিগ্রস্ত পরিবারগুলোকে সব ধরনের সহায়তা দেওয়া হবে বলে জানানো হয়। <box>6 968 222 993</box>
article-title: বিপদে সেই জাকের আলীই ত্রাতা <box>681 905 839 919</box>
article-separator <box>6 186 222 187</box>
article-body: দিনকাল রিপোর্ট: দীর্ঘদিন প্রবাসে থাকার পর দেশে ফিরে সংবাদ সম্মেলন করেছেন বিগত সরকারের সময় নির্যাতনের শিকার এক বিএনপি নেতা। তিনি বলেন, মিথ্যা মামলায় হয়রানির কারণে তাকে দেশ ছাড়তে হয়েছিল। পরিবারের সদস্যদেরও নানাভাবে নির্যাতন করা হয়। জাতীয় প্রেস ক্লাবে আয়োজিত সংবাদ সম্মেলনে তিনি তার ওপর চালানো নির্যাতনের বিবরণ তুলে ধরেন এবং দায়ীদের বিচার দাবি করেন। তিনি বলেন, গণতন্ত্র পুনরুদ্ধারের আন্দোলনে যারা ত্যাগ স্বীকার করেছেন তাদের মূল্যায়ন করতে হবে। সংবাদ সম্মেলনে দলের স্থানীয় নেতারা উপস্থিত ছিলেন। তিনি আরও জানান, দেশে ফিরে তিনি আবারও রাজনৈতিক কর্মকাণ্ডে সক্রিয় হবেন এবং দলের সিদ্ধান্ত অনুযায়ী কাজ করবেন। মানবাধিকার সংগঠনগুলোর প্রতি তিনি নির্যাতিতদের পাশে দাঁড়ানোর আহ্বান জানান। <box>666 126 864 176</box>
article-body: নতুন নিয়ম অনুযায়ী ভিসা আবেদনকারীদের সাক্ষাৎকারের জন্য অতিরিক্ত ফি ও কাগজপত্র জমা দিতে হবে। দূতাবাস জানিয়েছে, শিক্ষার্থী ও পর্যটন ভিসার ক্ষেত্রে যাচাই প্রক্রিয়া আরও কঠোর করা হয়েছে। আবেদনকারীদের সামাজিক যোগাযোগমাধ্যমের তথ্যও যাচাই করা হবে। এতে ভিসা প্রক্রিয়ায় সময় বেশি লাগতে পারে বলে জানানো হয়েছে। যুক্তরাষ্ট্রগামী বাংলাদেশি শিক্ষার্থীদের আগেভাগে আবেদন করার পরামর্শ দিয়েছে দূতাবাস। <box>656 384 864 409</box>
article-separator <box>6 392 222 393</box>
column-divider <box>652 334 653 664</box>
article-separator <box>6 946 222 947</box>
article-title: দীর্ঘদিন পর দেশে ফিরে নির্যাতিত বিএনপি নেতার সংবাদ সম্মেলন <box>469 60 855 78</box>
article-us-visa-cont <box>656 500 864 664</box>
article-body: সাধারণ মানুষের উদ্দেশে তিনি বলেন, এ ধরনের দুর্ঘটনায় গুজব ছড়ানো থেকে বিরত থাকতে হবে। সরকারি বা নির্ভরযোগ্য সূত্র থেকে পাওয়া তথ্যই প্রচার করতে হবে। বিমান বাহিনীর পক্ষ থেকে ঘটনার কারণ অনুসন্ধানে উচ্চপর্যায়ের তদন্ত কমিটি গঠন করা হয়েছে। কমিটি দ্রুততম সময়ের মধ্যে প্রতিবেদন জমা দেবে। ক্ষতিগ্রস্ত পরিবারগুলোর পাশে সরকার থাকবে বলেও আশ্বাস দেন তিনি। প্রত্যক্ষদর্শীরা জানান, বিমানটি বিধ্বস্ত হওয়ার পর আশপাশের এলাকায় আগুন ছড়িয়ে পড়ে এবং দমকল বাহিনী দ্রুত ঘটনাস্থলে পৌঁছে আগুন নিয়ন্ত্রণে আনে। <box>6 241 222 272</box>
article-body: দুর্নীতি দমন কমিশনের তদন্তে বেরিয়ে এসেছে বিগত সরকারের আমলে হাজার হাজার কোটি টাকা পাচারের চিত্র। ব্যাংক খাত থেকে শুরু করে অবকাঠামো প্রকল্প পর্যন্ত সর্বত্র লুটপাট চালানো হয়েছে। অর্থনীতিবিদরা বলছেন, এই ক্ষত সারাতে দীর্ঘ সময় লাগবে। অন্তর্বর্তী সরকার পাচার হওয়া অর্থ ফেরত আনতে আন্তর্জাতিক সহযোগিতা চেয়েছে। <box>6 1204 222 1223</box>
article-body: এশিয়ান ক্রিকেট কাউন্সিলের সভা নিয়ে অনিশ্চয়তা কাটেনি। টুর্নামেন্টের ভেন্যু ও সূচি চূড়ান্ত না হওয়ায় সম্প্রচার স্বত্ব ও স্পনসরশিপ নিয়ে কোটি টাকার ক্ষতির আশঙ্কা করছে আয়োজকরা। বিসিবি জানিয়েছে, তারা সভায় অংশ নিয়ে সমাধানের পথ খুঁজবে। <box>460 940 650 958</box>
article-title: আগুনে পোড়া রোগীর <box>65 62 163 74</box>
article-body: আদালতের নির্দেশে সাবেক পুলিশপ্রধানের জব্দ করা সম্পত্তি নিলামে তোলার প্রক্রিয়া শুরু হয়েছে। এর মধ্যে রয়েছে রাজধানীর অভিজাত এলাকার ফ্ল্যাট, জমি ও বিভিন্ন প্রতিষ্ঠানের শেয়ার। দুদক জানায়, অবৈধভাবে অর্জিত সম্পদের হিসাব মিলিয়ে দেখা হচ্ছে। নিলাম থেকে প্রাপ্ত অর্থ রাষ্ট্রীয় কোষাগারে জমা হবে। পলাতক অবস্থায় থাকা সাবেক এই কর্মকর্তা ও তার পরিবারের সদস্যদের বিরুদ্ধে একাধিক মামলা চলমান রয়েছে। বিদেশে থাকা সম্পদের বিষয়েও তথ্য সংগ্রহ করা হচ্ছে বলে জানান সংশ্লিষ্টরা। <box>460 621 650 652</box>
article-body: বৈঠকে অংশ নেওয়া দলগুলোর নেতারা বলেন, সংবিধান সংস্কারের প্রস্তাবে দলীয় প্রধান ও প্রধানমন্ত্রী একই ব্যক্তি হতে পারবেন কি না তা নিয়ে দীর্ঘ আলোচনা হয়েছে। অধিকাংশ দল এ বিষয়ে একমত হয়েছে যে, দলের সিদ্ধান্তের ওপর তা নির্ভর করবে। ঐকমত্য কমিশনের সহ-সভাপতি জানান, আলোচনার মাধ্যমে সবার মতামত নিয়ে চূড়ান্ত সুপারিশ তৈরি করা হবে। পরবর্তী বৈঠকে তত্ত্বাবধায়ক সরকার ব্যবস্থা ও নির্বাচন কমিশন পুনর্গঠন নিয়ে আলোচনা হবে। <box>6 582 222 607</box>
continued-label: শেষ পাতার পর <box>99 845 129 852</box>
continued-label: শেষ পাতার পর <box>99 549 129 556</box>
article-title: রংপুর টেক্সটাইল ইঞ্জিনিয়ারিং <box>272 531 410 545</box>
article-body: দিনকাল রিপোর্ট: দীর্ঘদিন প্রবাসে থাকার পর দেশে ফিরে সংবাদ সম্মেলন করেছেন বিগত সরকারের সময় নির্যাতনের শিকার এক বিএনপি নেতা। তিনি বলেন, মিথ্যা মামলায় হয়রানির কারণে তাকে দেশ ছাড়তে হয়েছিল। পরিবারের সদস্যদেরও নানাভাবে নির্যাতন করা হয়। জাতীয় প্রেস ক্লাবে আয়োজিত সংবাদ সম্মেলনে তিনি তার ওপর চালানো নির্যাতনের বিবরণ তুলে ধরেন এবং দায়ীদের বিচার দাবি করেন। তিনি বলেন, গণতন্ত্র পুনরুদ্ধারের আন্দোলনে যারা ত্যাগ স্বীকার করেছেন তাদের মূল্যায়ন করতে হবে। সংবাদ সম্মেলনে দলের স্থানীয় নেতারা উপস্থিত ছিলেন। তিনি আরও জানান, দেশে ফিরে তিনি আবারও রাজনৈতিক কর্মকাণ্ডে সক্রিয় হবেন এবং দলের সিদ্ধান্ত অনুযায়ী কাজ করবেন। মানবাধিকার সংগঠনগুলোর প্রতি তিনি নির্যাতিতদের পাশে দাঁড়ানোর আহ্বান জানান। <box>460 100 658 150</box>
article-body: দিনকাল রিপোর্ট: দীর্ঘদিন প্রবাসে থাকার পর দেশে ফিরে সংবাদ সম্মেলন করেছেন বিগত সরকারের সময় নির্যাতনের শিকার এক বিএনপি নেতা। তিনি বলেন, মিথ্যা মামলায় হয়রানির কারণে তাকে দেশ ছাড়তে হয়েছিল। পরিবারের সদস্যদেরও নানাভাবে নির্যাতন করা হয়। জাতীয় প্রেস ক্লাবে আয়োজিত সংবাদ সম্মেলনে তিনি তার ওপর চালানো নির্যাতনের বিবরণ তুলে ধরেন এবং দায়ীদের বিচার দাবি করেন। তিনি বলেন, গণতন্ত্র পুনরুদ্ধারের আন্দোলনে যারা ত্যাগ স্বীকার করেছেন তাদের মূল্যায়ন করতে হবে। সংবাদ সম্মেলনে দলের স্থানীয় নেতারা উপস্থিত ছিলেন। তিনি আরও জানান, দেশে ফিরে তিনি আবারও রাজনৈতিক কর্মকাণ্ডে সক্রিয় হবেন এবং দলের সিদ্ধান্ত অনুযায়ী কাজ করবেন। মানবাধিকার সংগঠনগুলোর প্রতি তিনি নির্যাতিতদের পাশে দাঁড়ানোর আহ্বান জানান। <box>460 385 650 435</box>
article-body: দুর্নীতি দমন কমিশনের তদন্তে বেরিয়ে এসেছে বিগত সরকারের আমলে হাজার হাজার কোটি টাকা পাচারের চিত্র। ব্যাংক খাত থেকে শুরু করে অবকাঠামো প্রকল্প পর্যন্ত সর্বত্র লুটপাট চালানো হয়েছে। অর্থনীতিবিদরা বলছেন, এই ক্ষত সারাতে দীর্ঘ সময় লাগবে। অন্তর্বর্তী সরকার পাচার হওয়া অর্থ ফেরত আনতে আন্তর্জাতিক সহযোগিতা চেয়েছে। <box>6 1224 222 1243</box>
article-title: চীন-পাকিস্তানের সঙ্গে <box>69 770 159 782</box>
article-body: দলের ভারপ্রাপ্ত চেয়ারম্যান তারেক রহমানের নির্দেশে বিমান দুর্ঘটনায় হতাহতদের পরিবারের পাশে দাঁড়িয়েছে বিএনপি। দলের নেতাকর্মীরা হাসপাতালে গিয়ে আহতদের খোঁজখবর নেন এবং রক্তদান কর্মসূচিতে অংশ নেন। তারেক রহমান বলেন, এই কঠিন সময়ে আমাদের সবাইকে ঐক্যবদ্ধ হয়ে মানবিক দায়িত্ব পালন করতে হবে। ক্ষতিগ্রস্ত পরিবারগুলোকে সব ধরনের সহায়তা দেওয়া হবে বলে জানানো হয়। <box>6 995 222 1020</box>
article-body: পোশাক খাতের উদ্যোক্তারা বলছেন, যুক্তরাষ্ট্রের বাজারে পাল্টা শুল্ক আরোপের সিদ্ধান্ত কার্যকর হলে রপ্তানি আয়ে বড় ধাক্কা লাগবে। ইতিমধ্যে অনেক ক্রেতা নতুন অর্ডার দিতে দ্বিধা করছেন। বিজিএমইএর নেতারা সরকারের কাছে দ্রুত আলোচনার মাধ্যমে সমাধানের দাবি জানিয়েছেন। বাণিজ্য উপদেষ্টা জানান, ওয়াশিংটনের সঙ্গে দ্বিপক্ষীয় আলোচনা চলছে এবং ইতিবাচক ফলাফল আশা করা হচ্ছে। রপ্তানিকারকরা বলছেন, প্রতিযোগী দেশগুলো আগেই চুক্তি সম্পন্ন করায় বাংলাদেশ পিছিয়ে পড়ার ঝুঁকিতে রয়েছে। শ্রমিকদের কর্মসংস্থান নিয়েও উদ্বেগ বাড়ছে। <box>230 82 338 144</box>
article-benazir-auction <box>460 516 650 910</box>
article-body: গণতন্ত্র ফিরে পাওয়ার পর প্রশাসনে শৃঙ্খলা ফিরিয়ে আনা জরুরি। দলীয় প্রভাবমুক্ত প্রশাসন গড়তে না পারলে জনগণের আস্থা ফিরবে না। তিনি বলেন, সরকারের প্রতিটি স্তরে জবাবদিহিতা নিশ্চিত করতে হবে এবং দুর্নীতির বিরুদ্ধে কঠোর অবস্থান নিতে হবে। রাজনৈতিক দলগুলোর মধ্যে সমঝোতা ছাড়া স্থিতিশীলতা সম্ভব নয়। জাতীয় নির্বাচনের মাধ্যমে জনগণের প্রতিনিধিদের হাতে ক্ষমতা হস্তান্তর করাই হবে শৃঙ্খলা ফিরিয়ে আনার প্রধান পথ। <box>6 467 222 492</box>
article-title: বিএনপি নেতৃবৃন্দের সঙ্গে চীনা <box>270 269 412 283</box>
article-body: শিক্ষার্থীরা জানান, কলেজটিকে বিশ্ববিদ্যালয়ে রূপান্তরের দাবিতে তারা দীর্ঘদিন ধরে আন্দোলন করে আসছেন। প্রয়োজনীয় শিক্ষক, ল্যাব ও আবাসন সুবিধার অভাবে তাদের পড়াশোনা ব্যাহত হচ্ছে। কর্তৃপক্ষ দাবিগুলো বিবেচনার আশ্বাস দিলে শিক্ষার্থীরা কর্মসূচি স্থগিত করেন। বস্ত্র মন্ত্রণালয়ের একটি প্রতিনিধিদল শিগগিরই ক্যাম্পাস পরিদর্শন করবে বলে জানা গেছে। <box>230 582 452 607</box>
article-body: নতুন নিয়ম অনুযায়ী ভিসা আবেদনকারীদের সাক্ষাৎকারের জন্য অতিরিক্ত ফি ও কাগজপত্র জমা দিতে হবে। দূতাবাস জানিয়েছে, শিক্ষার্থী ও পর্যটন ভিসার ক্ষেত্রে যাচাই প্রক্রিয়া আরও কঠোর করা হয়েছে। আবেদনকারীদের সামাজিক যোগাযোগমাধ্যমের তথ্যও যাচাই করা হবে। এতে ভিসা প্রক্রিয়ায় সময় বেশি লাগতে পারে বলে জানানো হয়েছে। যুক্তরাষ্ট্রগামী বাংলাদেশি শিক্ষার্থীদের আগেভাগে আবেদন করার পরামর্শ দিয়েছে দূতাবাস। <box>656 500 864 524</box>
article-strong-passports <box>230 678 452 820</box>
article-body: পোশাক খাতের উদ্যোক্তারা বলছেন, যুক্তরাষ্ট্রের বাজারে পাল্টা শুল্ক আরোপের সিদ্ধান্ত কার্যকর হলে রপ্তানি আয়ে বড় ধাক্কা লাগবে। ইতিমধ্যে অনেক ক্রেতা নতুন অর্ডার দিতে দ্বিধা করছেন। বিজিএমইএর নেতারা সরকারের কাছে দ্রুত আলোচনার মাধ্যমে সমাধানের দাবি জানিয়েছেন। বাণিজ্য উপদেষ্টা জানান, ওয়াশিংটনের সঙ্গে দ্বিপক্ষীয় আলোচনা চলছে এবং ইতিবাচক ফলাফল আশা করা হচ্ছে। রপ্তানিকারকরা বলছেন, প্রতিযোগী দেশগুলো আগেই চুক্তি সম্পন্ন করায় বাংলাদেশ পিছিয়ে পড়ার ঝুঁকিতে রয়েছে। শ্রমিকদের কর্মসংস্থান নিয়েও উদ্বেগ বাড়ছে। <box>230 146 338 208</box>
article-body: সূচক অনুযায়ী, সিঙ্গাপুরের পাসপোর্টধারীরা সবচেয়ে বেশি দেশে ভিসা ছাড়া ভ্রমণ করতে পারেন। এরপর রয়েছে জাপান ও দক্ষিণ কোরিয়া। বাংলাদেশের অবস্থান এবারও তালিকার নিচের দিকে। বিশেষজ্ঞরা বলছেন, কূটনৈতিক সম্পর্ক জোরদার ও অভিবাসন ব্যবস্থাপনা উন্নত করতে পারলে পাসপোর্টের মান বাড়ানো সম্ভব। <box>230 706 452 724</box>
article-separator <box>230 658 452 659</box>
daily-label: দৈনিক <box>724 6 740 13</box>
continued-label: শেষ পাতার পর <box>326 549 356 555</box>
article-body: ম্যাচের কঠিন মুহূর্তে ব্যাট হাতে দলের হাল ধরেন জাকের আলী। টপ অর্ডারের ব্যর্থতার পর তার দায়িত্বশীল ইনিংসে লড়াই করার মতো সংগ্রহ পায় বাংলাদেশ। ম্যাচ শেষে অধিনায়ক বলেন, জাকের আমাদের নির্ভরতার প্রতীক হয়ে উঠছে। শেষ ওভারগুলোতে তার আক্রমণাত্মক ব্যাটিং দলকে ম্যাচে ফিরিয়ে আনে। বোলাররাও শুরুতে উইকেট তুলে নিয়ে প্রতিপক্ষকে চাপে রাখেন। সিরিজের পরের ম্যাচ শুক্রবার অনুষ্ঠিত হবে। দলের কোচ জানান, ব্যাটিং অর্ডারে কিছু পরিবর্তন আসতে পারে এবং তরুণদের সুযোগ দেওয়া হবে। <box>656 1092 864 1123</box>
